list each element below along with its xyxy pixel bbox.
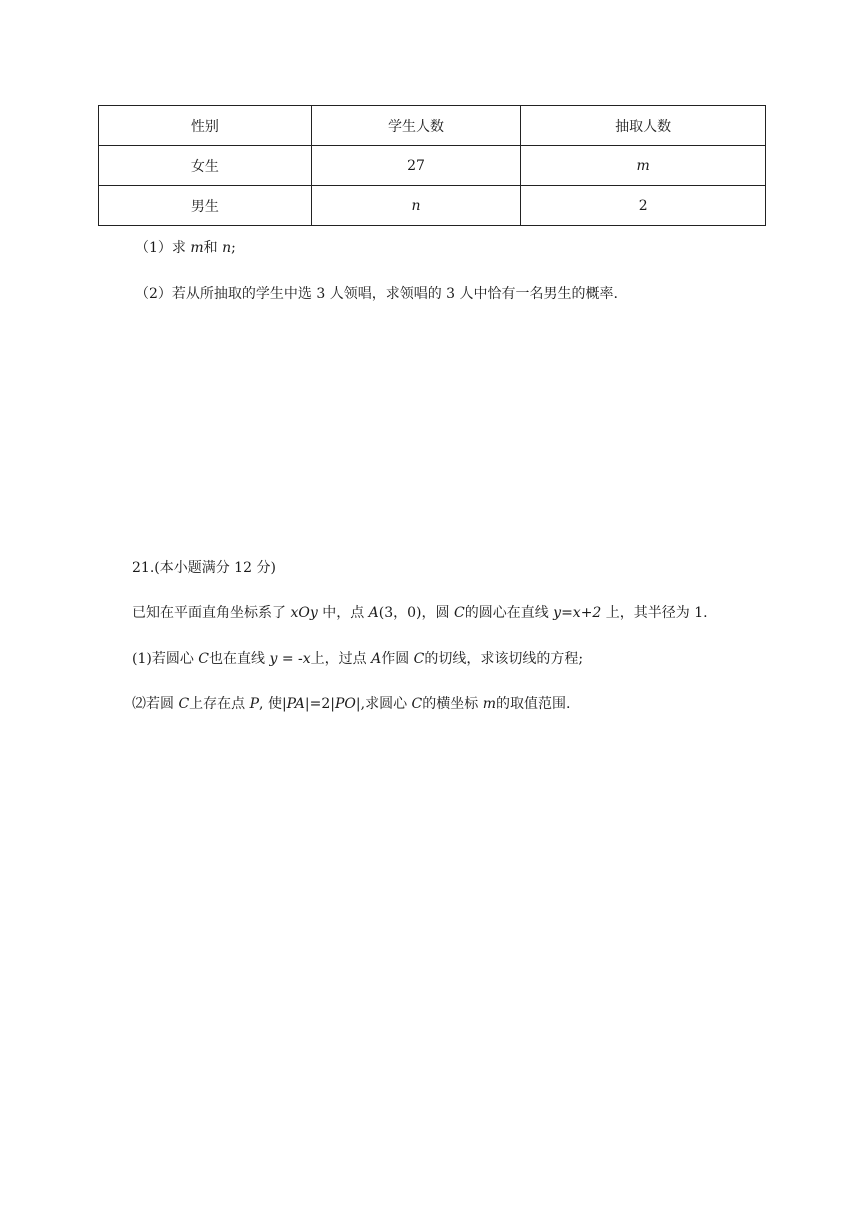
cell-student-count: n: [311, 186, 521, 226]
text: |,求圆心: [355, 696, 412, 712]
var-c: C: [178, 696, 190, 712]
text: （1）求: [135, 240, 191, 256]
header-gender: 性别: [99, 106, 312, 146]
text: 上存在点: [189, 696, 250, 712]
text: 和: [203, 240, 223, 256]
table-row: [99, 186, 766, 226]
q21-part1: [132, 649, 583, 669]
var-m: m: [482, 696, 496, 712]
var-c: C: [198, 651, 209, 667]
text: 的取值范围.: [495, 696, 571, 712]
q21-part2: [132, 694, 570, 714]
text: 作圆: [381, 651, 414, 667]
line-equation: y = -x: [269, 651, 311, 667]
var-po: PO: [335, 696, 356, 712]
table-header-row: [99, 106, 766, 146]
q20-part2: （2）若从所抽取的学生中选 3 人领唱，求领唱的 3 人中恰有一名男生的概率.: [135, 286, 618, 302]
text: , 使|: [259, 696, 287, 712]
header-sample-count: 抽取人数: [521, 106, 766, 146]
text: |=2|: [304, 696, 335, 712]
text: ;: [231, 240, 236, 256]
var-c: C: [453, 605, 465, 621]
text: 的切线，求该切线的方程;: [424, 651, 584, 667]
cell-gender: 男生: [99, 186, 312, 226]
q21-heading: 21.(本小题满分 12 分): [132, 560, 276, 576]
var-m: m: [190, 240, 204, 256]
var-pa: PA: [286, 696, 305, 712]
text: 中，点: [317, 605, 369, 621]
student-sampling-table: [98, 105, 766, 226]
var-a: A: [371, 651, 382, 667]
q21-stem: [132, 603, 708, 623]
table-row: [99, 146, 766, 186]
cell-sample-count: m: [521, 146, 766, 186]
q20-part1: [135, 238, 236, 258]
var-a: A: [368, 605, 379, 621]
text: (1)若圆心: [132, 651, 199, 667]
text: 的圆心在直线: [464, 605, 554, 621]
cell-sample-count: 2: [521, 186, 766, 226]
text: 上，过点: [310, 651, 372, 667]
header-student-count: 学生人数: [311, 106, 521, 146]
var-n: n: [222, 240, 232, 256]
cell-student-count: 27: [311, 146, 521, 186]
text: 上，其半径为 1.: [601, 605, 708, 621]
var-p: P: [249, 696, 260, 712]
text: 已知在平面直角坐标系了: [132, 605, 291, 621]
text: 也在直线: [209, 651, 270, 667]
var-c: C: [413, 651, 425, 667]
text: 的横坐标: [422, 696, 483, 712]
var-xoy: xOy: [290, 605, 318, 621]
var-c: C: [411, 696, 423, 712]
text: (3，0)，圆: [378, 605, 454, 621]
cell-gender: 女生: [99, 146, 312, 186]
line-equation: y=x+2: [553, 605, 602, 621]
text: ⑵若圆: [132, 696, 179, 712]
